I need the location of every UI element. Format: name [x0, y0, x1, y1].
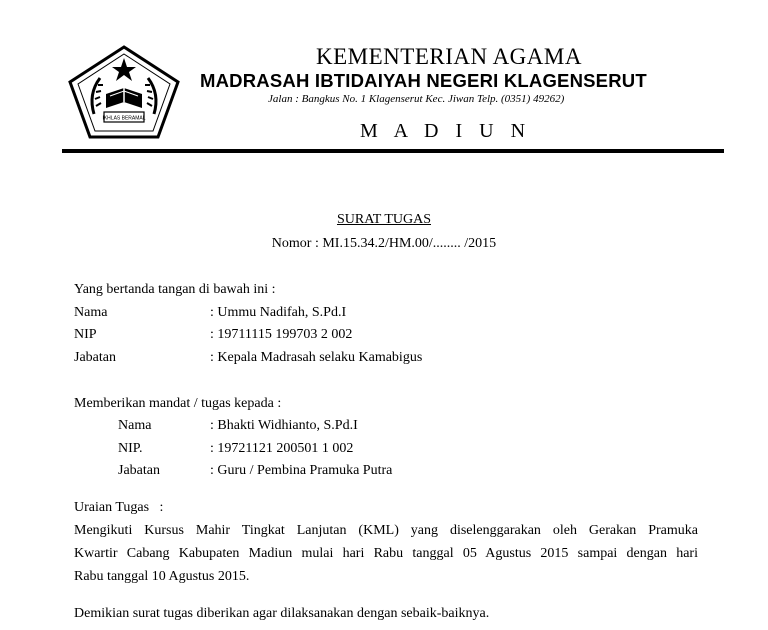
task-heading: Uraian Tugas :: [74, 500, 164, 515]
closing-statement: Demikian surat tugas diberikan agar dilaksanakan dengan sebaik-baiknya.: [74, 606, 490, 621]
task-line-2: Kwartir Cabang Kabupaten Madiun mulai hari Rabu tanggal 05 Agustus 2015 sampai dengan hari: [74, 546, 698, 561]
signer-name-value: : Ummu Nadifah, S.Pd.I: [210, 305, 347, 320]
assignee-position-label: Jabatan: [118, 463, 160, 478]
letterhead-divider: [62, 149, 724, 153]
assignee-position-value: : Guru / Pembina Pramuka Putra: [210, 463, 393, 478]
signer-position-label: Jabatan: [74, 350, 116, 365]
kemenag-logo: [68, 44, 180, 140]
signer-nip-label: NIP: [74, 327, 97, 342]
document-title: SURAT TUGAS: [336, 212, 431, 227]
assignee-name-value: : Bhakti Widhianto, S.Pd.I: [210, 418, 358, 433]
assignee-name-label: Nama: [118, 418, 152, 433]
ministry-title: KEMENTERIAN AGAMA: [316, 44, 582, 69]
assignee-nip-value: : 19721121 200501 1 002: [210, 441, 354, 456]
signer-nip-value: : 19711115 199703 2 002: [210, 327, 353, 342]
city-name: M A D I U N: [360, 120, 532, 142]
assignee-nip-label: NIP.: [118, 441, 143, 456]
signer-name-label: Nama: [74, 305, 108, 320]
assignee-intro: Memberikan mandat / tugas kepada :: [74, 396, 282, 411]
logo-motto: IKHLAS BERAMAL: [102, 115, 146, 122]
signer-intro: Yang bertanda tangan di bawah ini :: [74, 282, 276, 297]
school-address: Jalan : Bangkus No. 1 Klagenserut Kec. Jiwan Telp. (0351) 49262): [268, 93, 565, 105]
signer-position-value: : Kepala Madrasah selaku Kamabigus: [210, 350, 423, 365]
task-line-1: Mengikuti Kursus Mahir Tingkat Lanjutan (KML) yang diselenggarakan oleh Gerakan Pramuka: [74, 523, 698, 538]
school-name: MADRASAH IBTIDAIYAH NEGERI KLAGENSERUT: [200, 70, 647, 91]
document-number: Nomor : MI.15.34.2/HM.00/........ /2015: [271, 236, 497, 251]
task-line-3: Rabu tanggal 10 Agustus 2015.: [74, 569, 250, 584]
